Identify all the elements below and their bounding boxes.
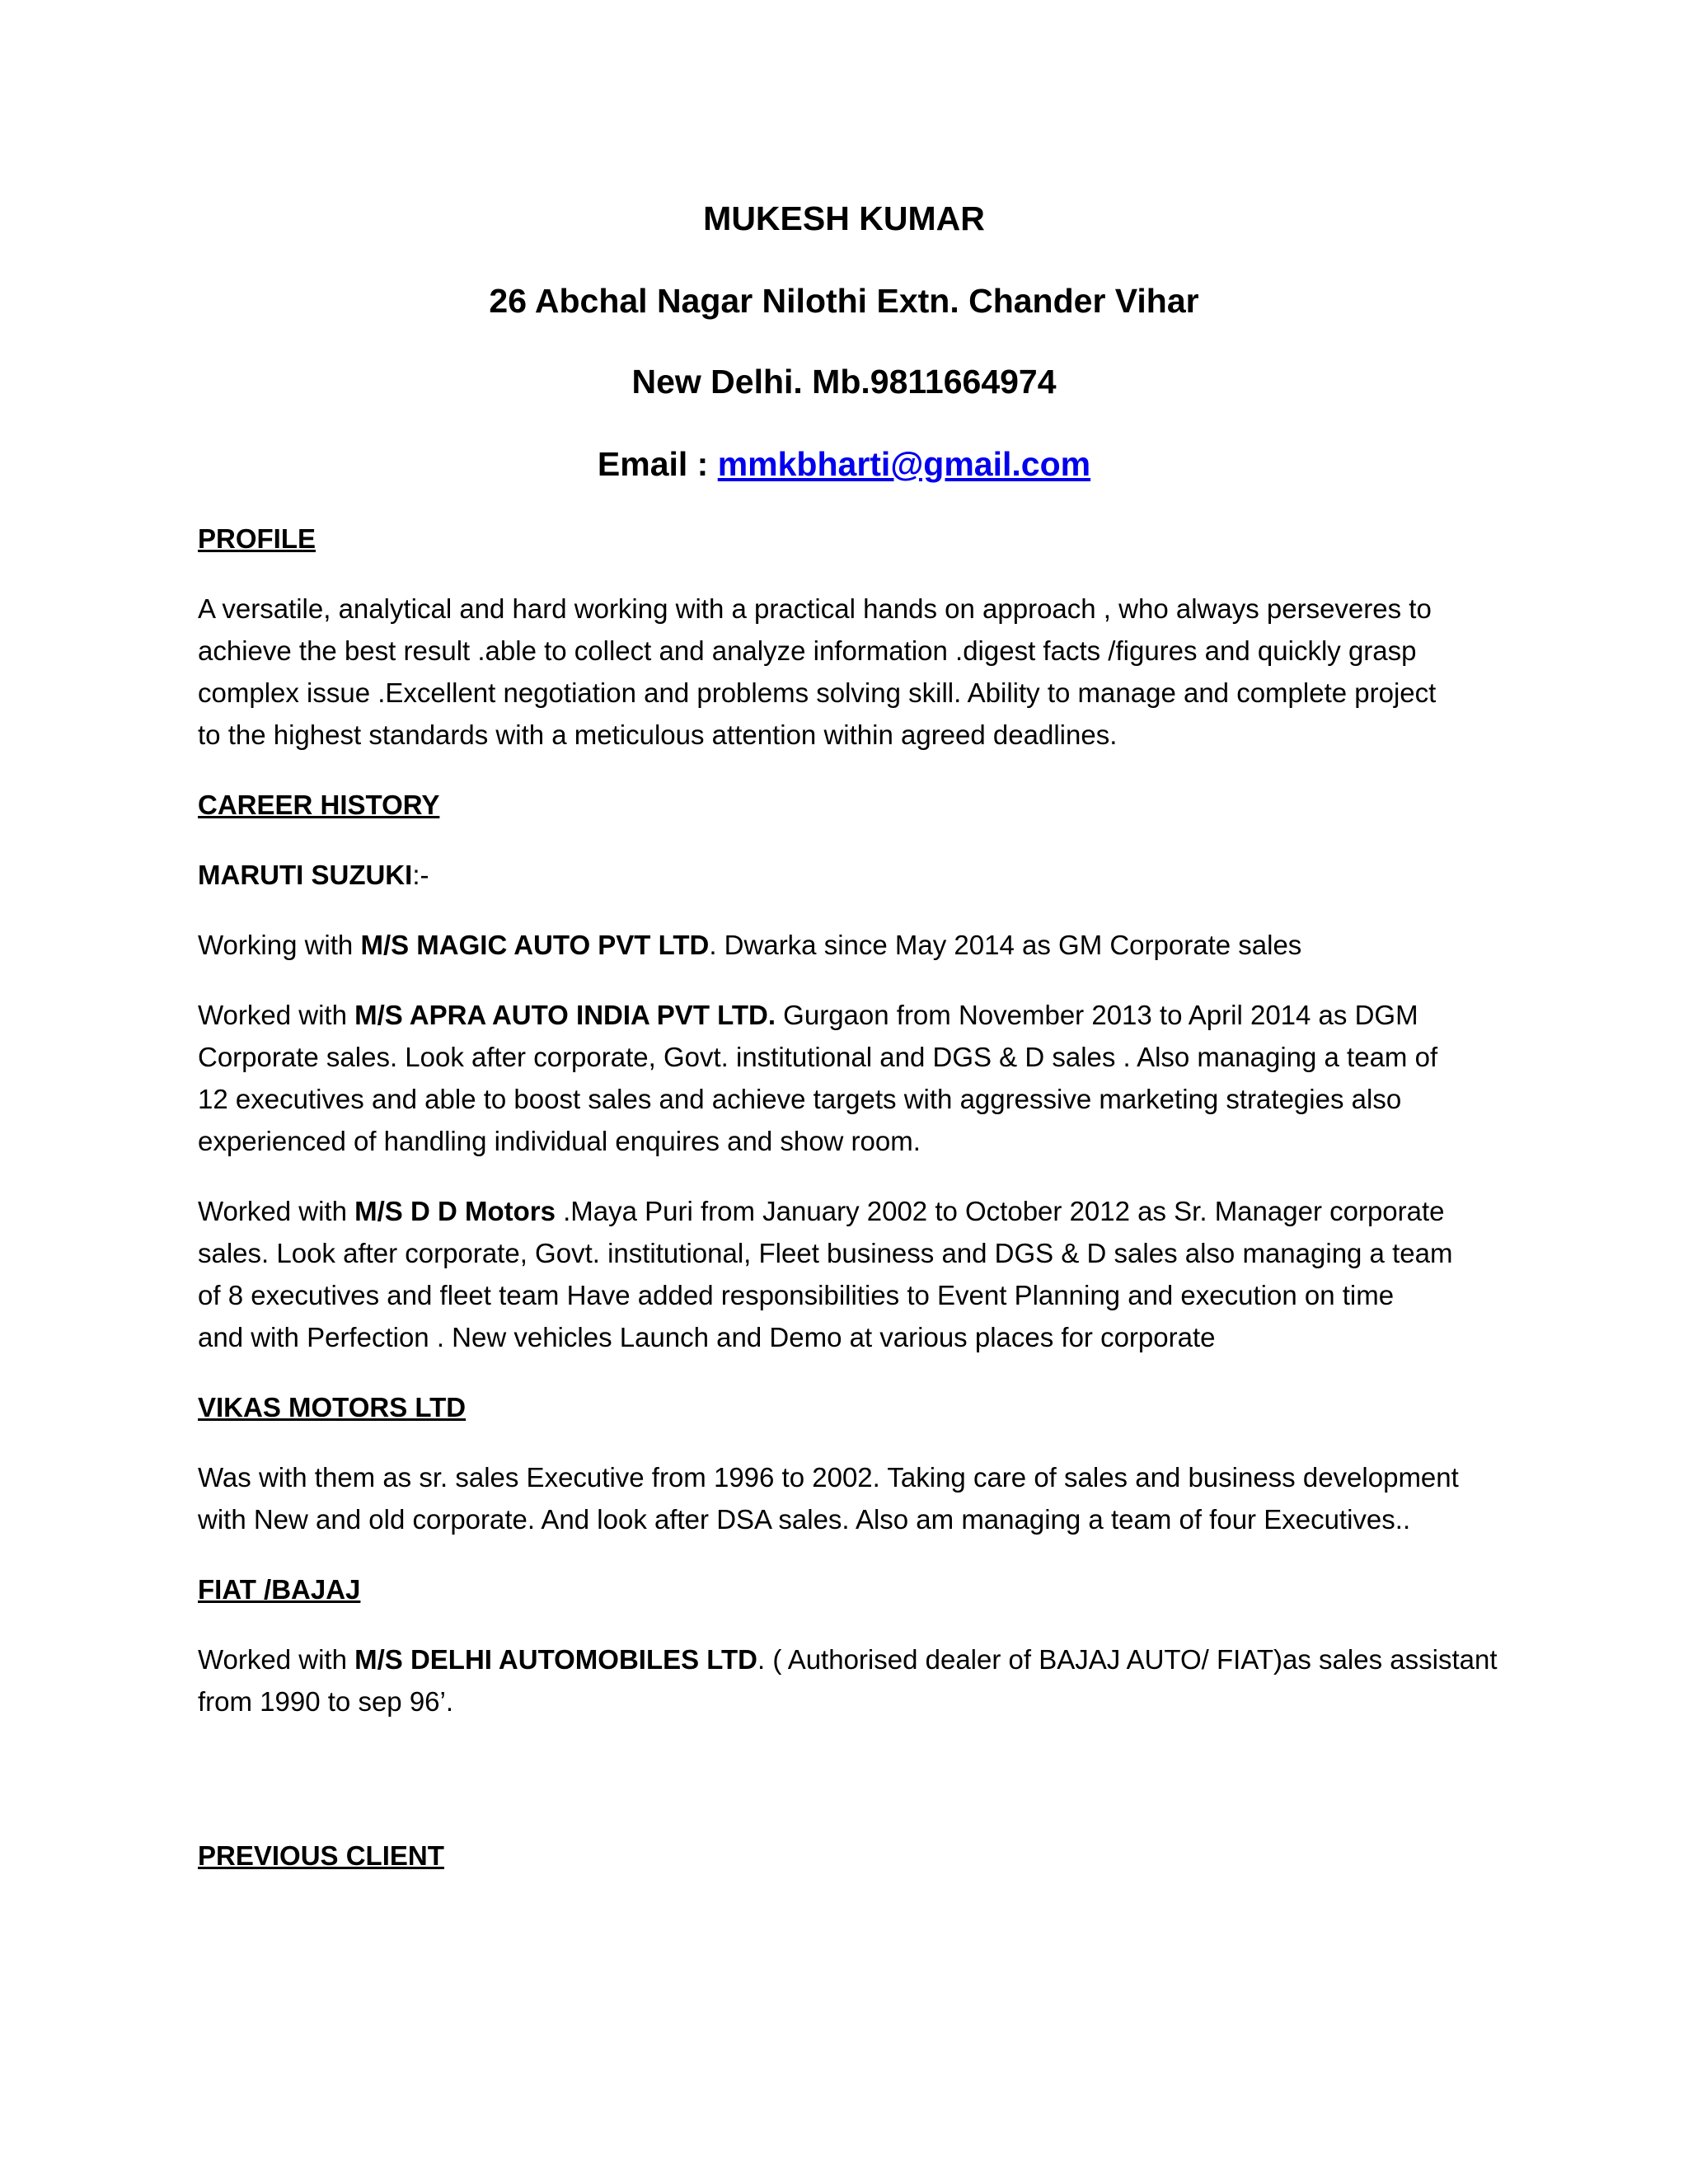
vikas-motors-line: with New and old corporate. And look after DSA sales. Also am managing a team of four Executives.. [198,1504,1411,1535]
maruti-suzuki-name: MARUTI SUZUKI [198,860,413,890]
dd-motors-line1-rest: .Maya Puri from January 2002 to October 2012 as Sr. Manager corporate [555,1196,1445,1226]
apra-auto-prefix: Worked with [198,1000,355,1030]
fiat-bajaj-entry [198,1638,1517,1722]
fiat-bajaj-line1-rest: . ( Authorised dealer of BAJAJ AUTO/ FIAT)as sales assistant [757,1644,1498,1675]
spacer [198,1750,1517,1835]
fiat-bajaj-line: from 1990 to sep 96’. [198,1686,454,1717]
address-line-2: New Delhi. Mb.9811664974 [631,363,1057,401]
dd-motors-line: sales. Look after corporate, Govt. institutional, Fleet business and DGS & D sales also managing a team [198,1238,1453,1268]
resume-body [198,518,1517,1905]
dd-motors-company: M/S D D Motors [354,1196,556,1226]
vikas-motors-entry [198,1456,1517,1540]
profile-line: complex issue .Excellent negotiation and problems solving skill. Ability to manage and complete project [198,677,1437,708]
fiat-bajaj-line [198,1638,1517,1680]
apra-auto-company: M/S APRA AUTO INDIA PVT LTD. [354,1000,776,1030]
magic-auto-company: M/S MAGIC AUTO PVT LTD [360,930,710,960]
apra-auto-line1-rest: Gurgaon from November 2013 to April 2014 as DGM [776,1000,1418,1030]
apra-auto-line: 12 executives and able to boost sales and achieve targets with aggressive marketing strategies also [198,1084,1402,1114]
dd-motors-entry [198,1190,1517,1358]
magic-auto-rest: . Dwarka since May 2014 as GM Corporate sales [709,930,1302,960]
magic-auto-entry [198,924,1517,966]
apra-auto-line: experienced of handling individual enquires and show room. [198,1126,921,1156]
profile-line: achieve the best result .able to collect and analyze information .digest facts /figures and quickly grasp [198,635,1417,666]
maruti-suzuki-label [198,854,1517,896]
fiat-bajaj-company: M/S DELHI AUTOMOBILES LTD [354,1644,758,1675]
fiat-bajaj-prefix: Worked with [198,1644,355,1675]
magic-auto-line [198,924,1517,966]
magic-auto-prefix: Working with [198,930,361,960]
dd-motors-line: and with Perfection . New vehicles Launch and Demo at various places for corporate [198,1322,1216,1352]
career-history-heading: CAREER HISTORY [198,790,440,820]
dd-motors-prefix: Worked with [198,1196,355,1226]
email-link[interactable]: mmkbharti@gmail.com [717,445,1091,483]
apra-auto-line: Corporate sales. Look after corporate, Govt. institutional and DGS & D sales . Also managing a team of [198,1042,1438,1072]
address-line-1: 26 Abchal Nagar Nilothi Extn. Chander Vihar [489,282,1199,320]
email-label: Email : [597,445,718,483]
fiat-bajaj-heading: FIAT /BAJAJ [198,1574,361,1605]
candidate-name: MUKESH KUMAR [703,199,985,237]
dd-motors-line: of 8 executives and fleet team Have added responsibilities to Event Planning and execution on time [198,1280,1395,1310]
vikas-motors-heading: VIKAS MOTORS LTD [198,1392,467,1422]
profile-line: A versatile, analytical and hard working with a practical hands on approach , who always perseveres to [198,593,1432,624]
maruti-suzuki-suffix: :- [412,860,429,890]
apra-auto-line [198,994,1517,1036]
profile-line: to the highest standards with a meticulous attention within agreed deadlines. [198,719,1118,750]
profile-paragraph [198,588,1517,756]
previous-client-heading: PREVIOUS CLIENT [198,1840,444,1871]
dd-motors-line [198,1190,1517,1232]
vikas-motors-line: Was with them as sr. sales Executive from 1996 to 2002. Taking care of sales and business development [198,1462,1459,1493]
profile-heading: PROFILE [198,523,316,554]
email-line [0,443,1688,485]
apra-auto-entry [198,994,1517,1162]
